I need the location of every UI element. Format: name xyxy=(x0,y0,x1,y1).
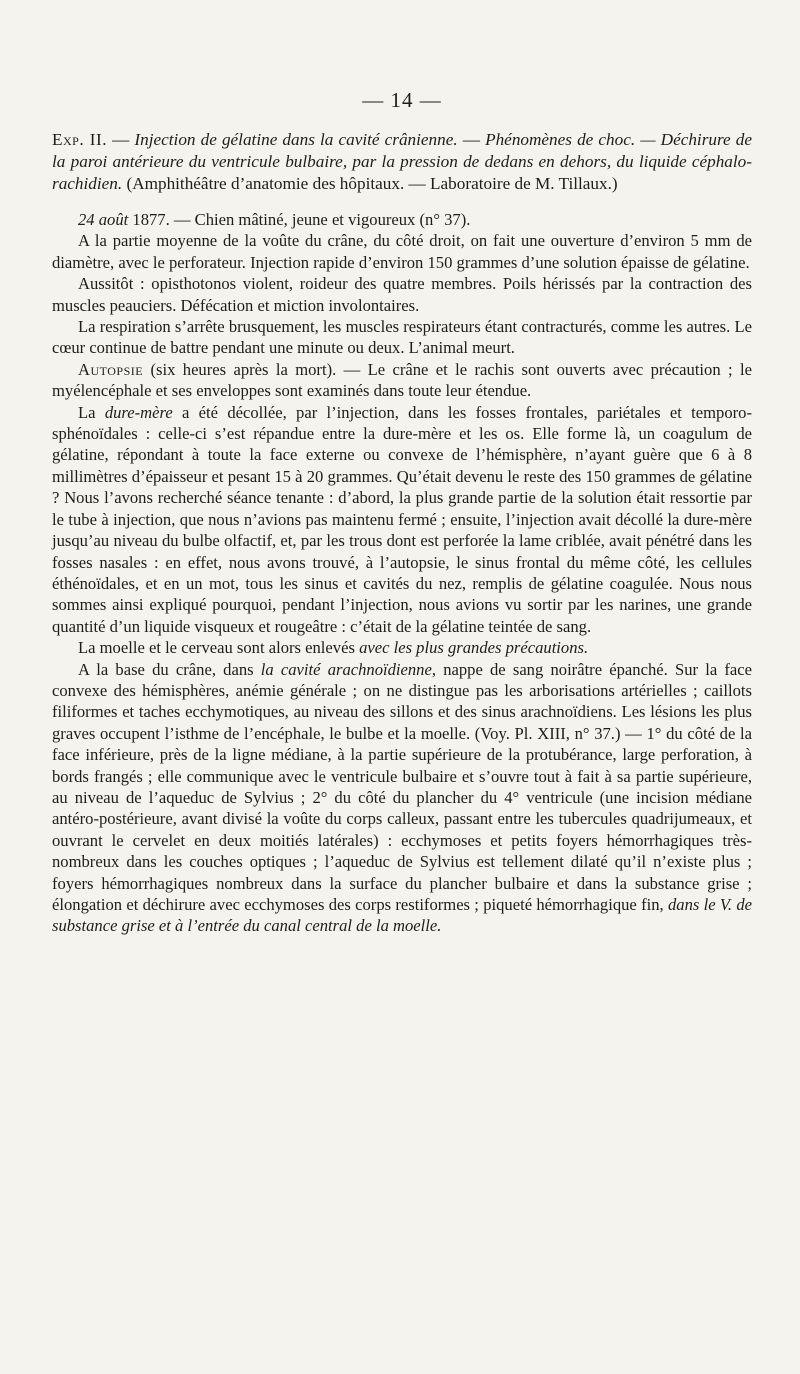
paragraph-procedure: A la partie moyenne de la voûte du crâne, du côté droit, on fait une ouverture d’environ 5 mm de diamètre, avec le perforateur. Injection rapide d’environ 150 grammes d’une solution épaisse de gélatine. xyxy=(52,231,752,272)
closing-italic: dans le V. de substance grise et à l’entrée du canal central de la moelle. xyxy=(52,895,752,936)
base-text: , nappe de sang noirâtre épanché. Sur la face convexe des hémisphères, anémie générale ; on ne distingue pas les arborisations artérielles ; caillots filiformes et taches ecchymotiques, au niveau des sillons et des sinus arachnoïdiens. Les lésions les plus graves occupent l’isthme de l’encéphale, le bulbe et la moelle. (Voy. Pl. XIII, n° 37.) — 1° du côté de la face inférieure, près de la ligne médiane, à la partie supérieure de la protubérance, large perforation, à bords frangés ; elle communique avec le ventricule bulbaire et s’ouvre tout à fait à sa partie supérieure, au niveau de l’aqueduc de Sylvius ; 2° du côté du plancher du 4° ventricule (une incision médiane antéro-postérieure, avant divisé la voûte du corps calleux, passant entre les tubercules quadrijumeaux, et ouvrant le cervelet en deux moitiés latérales) : ecchymoses et petits foyers hémorrhagiques très-nombreux dans les couches optiques ; l’aqueduc de Sylvius est tellement dilaté qu’il n’existe plus ; foyers hémorrhagiques nombreux dans la surface du plancher bulbaire et dans la substance grise ; élongation et déchirure avec ecchymoses des corps restiformes ; piqueté hémorrhagique fin, xyxy=(52,659,752,914)
experiment-title: Injection de gélatine dans la cavité crânienne. xyxy=(134,130,458,149)
base-lead: A la base du crâne, dans xyxy=(78,659,261,679)
date-text: 1877. — Chien mâtiné, jeune et vigoureux (n° 37). xyxy=(128,210,471,229)
arachnoid-cavity-italic: la cavité arachnoïdienne xyxy=(260,659,432,679)
paragraph-base-of-skull xyxy=(52,659,752,937)
paragraph-respiration: La respiration s’arrête brusquement, les muscles respirateurs étant contracturés, comme les autres. Le cœur continue de battre pendant une minute ou deux. L’animal meurt. xyxy=(52,317,752,358)
paragraph-autopsy xyxy=(52,359,752,402)
header-separator: — xyxy=(107,130,135,149)
removal-text: La moelle et le cerveau sont alors enlevés xyxy=(78,638,360,658)
experiment-header xyxy=(52,129,752,195)
experiment-label: Exp. II. xyxy=(52,130,107,149)
page-number: — 14 — xyxy=(362,88,442,112)
paragraph-removal xyxy=(52,637,752,658)
paragraph-immediate-effects: Aussitôt : opisthotonos violent, roideur des quatre membres. Poils hérissés par la contraction des muscles peauciers. Défécation et miction involontaires. xyxy=(52,274,752,315)
dura-mater-italic: dure-mère xyxy=(104,402,173,422)
removal-italic: avec les plus grandes précautions. xyxy=(359,638,589,658)
date-italic: 24 août xyxy=(78,210,129,229)
autopsy-label: Autopsie xyxy=(78,359,144,379)
paragraph-dura-mater xyxy=(52,402,752,637)
autopsy-text: (six heures après la mort). — Le crâne et le rachis sont ouverts avec précaution ; le myélencéphale et ses enveloppes sont examinés dans toute leur étendue. xyxy=(52,359,752,401)
header-separator: — xyxy=(457,130,486,149)
dura-lead: La xyxy=(78,402,105,422)
experiment-phenomena: Phénomènes de choc. — Déchirure de la paroi antérieure du ventricule bulbaire, par la pression de dedans en dehors, du liquide céphalo-rachidien. xyxy=(52,130,752,193)
experiment-location: (Amphithéâtre d’anatomie des hôpitaux. — Laboratoire de M. Tillaux.) xyxy=(122,174,618,193)
paragraph-date xyxy=(52,209,752,230)
document-page xyxy=(52,88,752,937)
dura-text: a été décollée, par l’injection, dans les fosses frontales, pariétales et temporo-sphénoïdales : celle-ci s’est répandue entre la dure-mère et les os. Elle forme là, un coagulum de gélatine, répondant à toute la face externe ou convexe de l’hémisphère, n’ayant guère que 6 à 8 millimètres d’épaisseur et pesant 15 à 20 grammes. Qu’était devenu le reste des 150 grammes de gélatine ? Nous l’avons recherché séance tenante : d’abord, la plus grande partie de la solution était ressortie par le tube à injection, que nous n’avions pas maintenu fermé ; ensuite, l’injection avait décollé la dure-mère jusqu’au niveau du bulbe olfactif, et, par les trous dont est perforée la lame criblée, avait pénétré dans les fosses nasales : en effet, nous avons trouvé, à l’autopsie, le sinus frontal du même côté, les cellules éthénoïdales, et en un mot, tous les sinus et cavités du nez, remplis de gélatine coagulée. Nous nous sommes ainsi expliqué pourquoi, pendant l’injection, nous avions vu sortir par les narines, une grande quantité d’un liquide visqueux et rougeâtre : c’était de la gélatine teintée de sang. xyxy=(52,402,752,636)
